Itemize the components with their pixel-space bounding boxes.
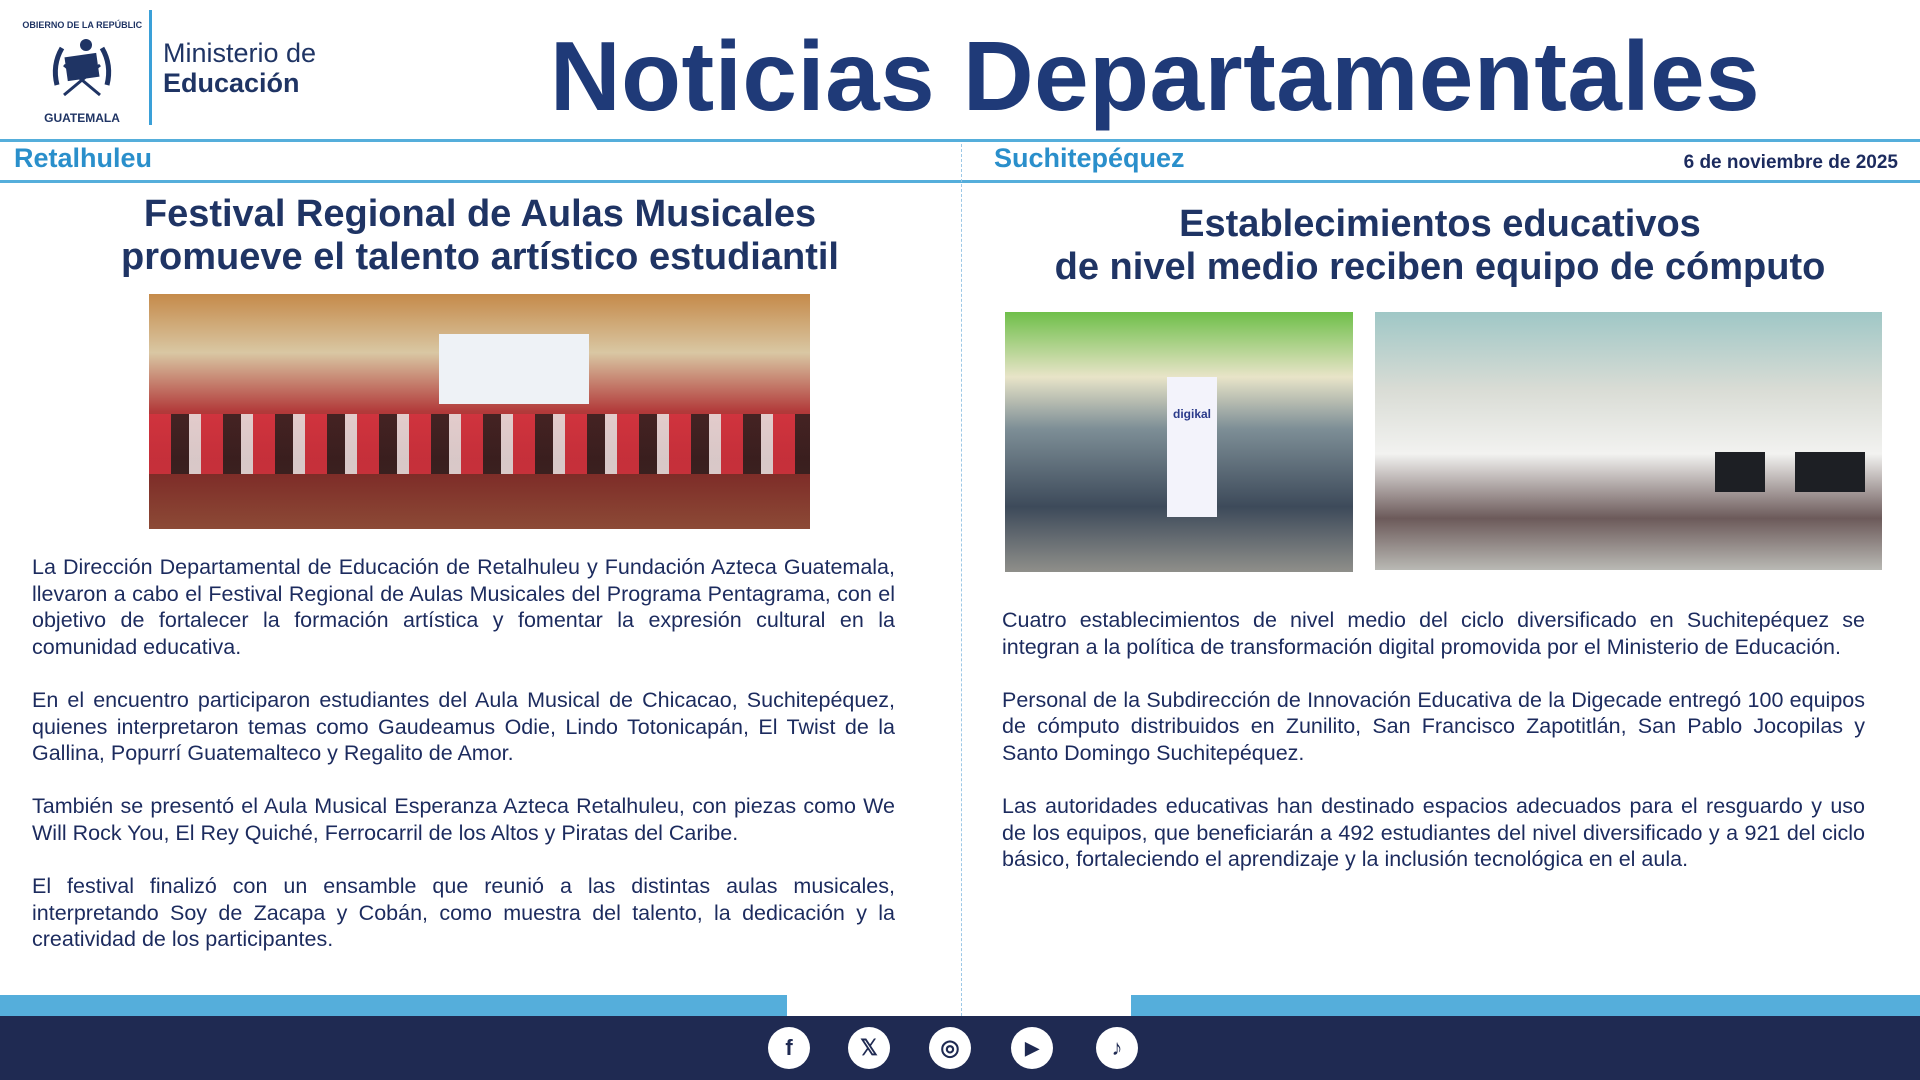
publication-date: 6 de noviembre de 2025 (1683, 152, 1898, 173)
ministry-name (163, 38, 316, 98)
paragraph: El festival finalizó con un ensamble que reunió a las distintas aulas musicales, interpretando Soy de Zacapa y Cobán, como muestra del talento, la dedicación y la creatividad de los participantes. (32, 874, 895, 952)
right-headline-line2: de nivel medio reciben equipo de cómputo (1054, 246, 1826, 288)
right-headline-line1: Establecimientos educativos (1179, 203, 1701, 245)
left-headline-line1: Festival Regional de Aulas Musicales (143, 193, 817, 235)
facebook-icon[interactable]: f (768, 1027, 810, 1069)
left-headline (40, 193, 920, 279)
orchestra-photo (149, 294, 810, 529)
footer-accent-bar-left (0, 995, 787, 1016)
ministry-line1: Ministerio de (163, 38, 317, 68)
right-region-label: Suchitepéquez (994, 143, 1185, 173)
ministry-line2: Educación (163, 68, 300, 98)
logo-divider (149, 10, 152, 125)
delivery-photo (1005, 312, 1353, 572)
paragraph: Cuatro establecimientos de nivel medio del ciclo diversificado en Suchitepéquez se integran a la política de transformación digital promovida por el Ministerio de Educación. (1002, 608, 1865, 659)
paragraph: También se presentó el Aula Musical Esperanza Azteca Retalhuleu, con piezas como We Will Rock You, El Rey Quiché, Ferrocarril de los Altos y Piratas del Caribe. (32, 794, 895, 845)
right-article-body (1002, 607, 1865, 900)
right-headline (980, 203, 1900, 289)
paragraph: La Dirección Departamental de Educación de Retalhuleu y Fundación Azteca Guatemala, llevaron a cabo el Festival Regional de Aulas Musicales del Programa Pentagrama, con el objetivo de fortalecer la formación artística y fomentar la expresión cultural en la comunidad educativa. (32, 555, 895, 659)
footer-accent-bar-right (1131, 995, 1920, 1016)
paragraph: Personal de la Subdirección de Innovación Educativa de la Digecade entregó 100 equipos de cómputo distribuidos en Zunilito, San Francisco Zapotitlán, San Pablo Jocopilas y Santo Domingo Suchitepéquez. (1002, 687, 1865, 765)
tiktok-icon[interactable]: ♪ (1096, 1027, 1138, 1069)
top-divider (0, 139, 1920, 142)
column-divider (961, 144, 962, 1016)
digikal-banner: digikal (1167, 377, 1217, 517)
svg-text:GOBIERNO DE LA REPÚBLICA: GOBIERNO DE LA REPÚBLICA (22, 20, 142, 30)
instagram-icon[interactable]: ◎ (929, 1027, 971, 1069)
paragraph: Las autoridades educativas han destinado espacios adecuados para el resguardo y uso de los equipos, que beneficiarán a 492 estudiantes del nivel diversificado y a 921 del ciclo básico, fortaleciendo el aprendizaje y la inclusión tecnológica en el aula. (1002, 794, 1865, 872)
left-region-label: Retalhuleu (14, 143, 153, 173)
youtube-icon[interactable]: ▶ (1011, 1027, 1053, 1069)
students-computers-photo (1375, 312, 1882, 570)
paragraph: En el encuentro participaron estudiantes del Aula Musical de Chicacao, Suchitepéquez, quienes interpretaron temas como Gaudeamus Odie, Lindo Totonicapán, El Twist de la Gallina, Popurrí Guatemalteco y Regalito de Amor. (32, 687, 895, 766)
svg-text:GUATEMALA: GUATEMALA (44, 111, 120, 125)
page-title: Noticias Departamentales (549, 21, 1761, 131)
left-headline-line2: promueve el talento artístico estudiantil (121, 236, 839, 278)
government-seal-logo (22, 10, 142, 130)
left-article-body (32, 554, 895, 980)
section-divider (0, 180, 1920, 183)
x-icon[interactable]: 𝕏 (848, 1027, 890, 1069)
